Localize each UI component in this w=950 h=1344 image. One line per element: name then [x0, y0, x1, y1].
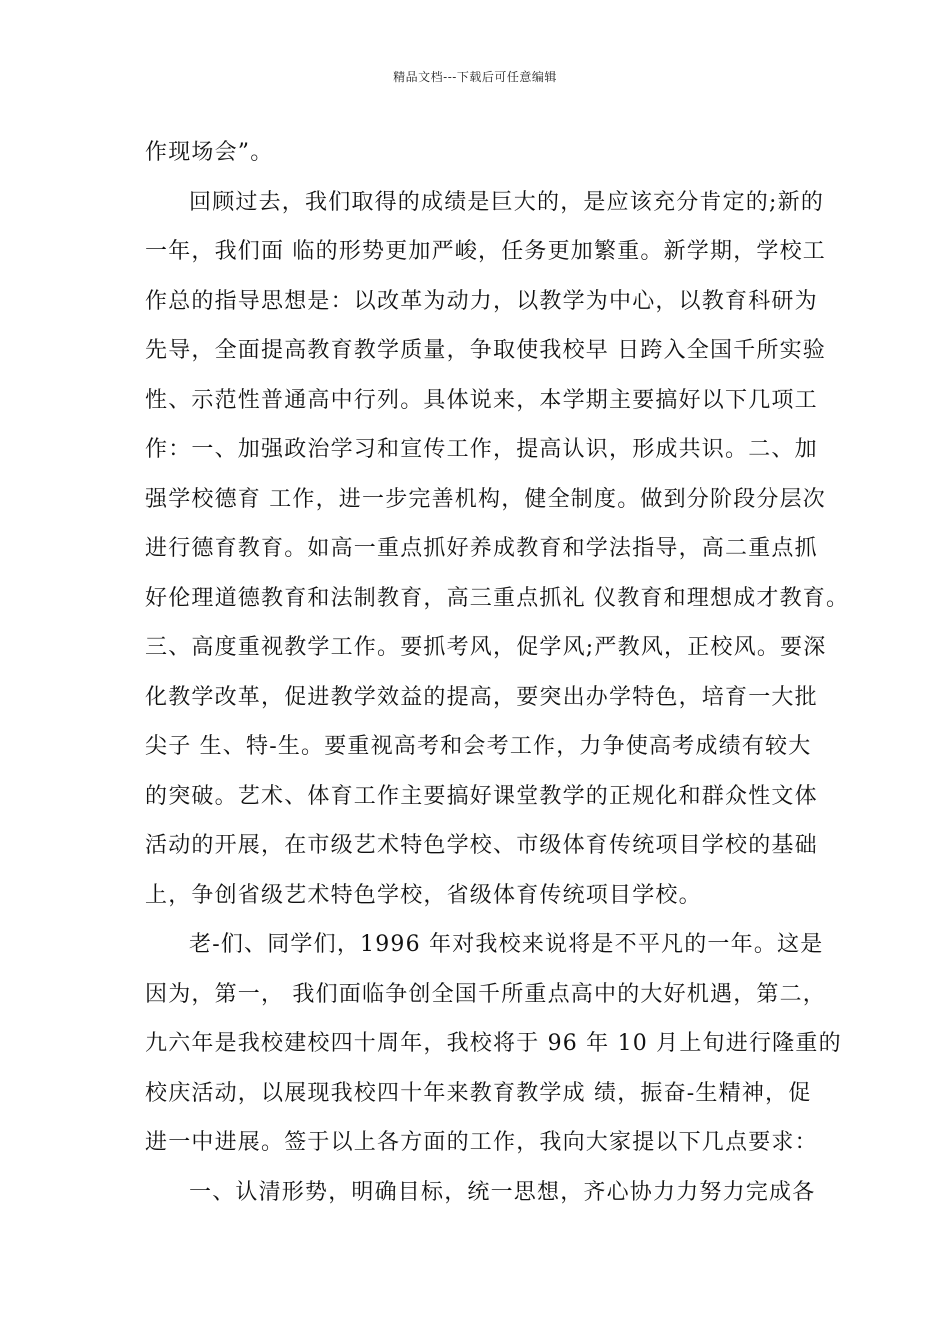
text-line: 作总的指导思想是：以改革为动力，以教学为中心，以教育科研为: [145, 288, 818, 314]
text-line: 老-们、同学们，1996 年对我校来说将是不平凡的一年。这是: [189, 932, 824, 957]
text-line: 化教学改革，促进教学效益的提高，要突出办学特色，培育一大批: [145, 684, 818, 710]
text-line: 的突破。艺术、体育工作主要搞好课堂教学的正规化和群众性文体: [145, 783, 818, 809]
text-line: 进行德育教育。如高一重点抓好养成教育和学法指导，高二重点抓: [145, 536, 818, 561]
text-line: 先导，全面提高教育教学质量，争取使我校早 日跨入全国千所实验: [145, 338, 826, 363]
text-line: 好伦理道德教育和法制教育，高三重点抓礼 仪教育和理想成才教育。: [145, 585, 850, 611]
text-line: 一年，我们面 临的形势更加严峻，任务更加繁重。新学期，学校工: [145, 239, 826, 264]
text-line: 因为，第一， 我们面临争创全国千所重点高中的大好机遇，第二，: [145, 981, 826, 1007]
text-line: 校庆活动，以展现我校四十年来教育教学成 绩，振奋-生精神，促: [145, 1080, 812, 1106]
text-line: 上，争创省级艺术特色学校，省级体育传统项目学校。: [145, 882, 702, 908]
document-body: [145, 128, 850, 1217]
text-line: 性、示范性普通高中行列。具体说来，本学期主要搞好以下几项工: [145, 387, 818, 413]
text-line: 活动的开展，在市级艺术特色学校、市级体育传统项目学校的基础: [145, 833, 818, 858]
text-line: 九六年是我校建校四十周年，我校将于 96 年 10 月上旬进行隆重的: [145, 1031, 842, 1056]
text-line: 作现场会”。: [145, 140, 274, 165]
text-line: 强学校德育 工作，进一步完善机构，健全制度。做到分阶段分层次: [145, 486, 826, 512]
text-line: 进一中进展。签于以上各方面的工作，我向大家提以下几点要求：: [145, 1130, 818, 1155]
text-line: 回顾过去，我们取得的成绩是巨大的，是应该充分肯定的;新的: [189, 189, 825, 215]
text-line: 作：一、加强政治学习和宣传工作，提高认识，形成共识。二、加: [145, 437, 818, 462]
text-line: 一、认清形势，明确目标，统一思想，齐心协力力努力完成各: [189, 1179, 816, 1205]
text-line: 三、高度重视教学工作。要抓考风，促学风;严教风，正校风。要深: [145, 635, 827, 660]
page-header: 精品文档---下载后可任意编辑: [393, 70, 557, 84]
text-line: 尖子 生、特-生。要重视高考和会考工作，力争使高考成绩有较大: [145, 734, 812, 759]
